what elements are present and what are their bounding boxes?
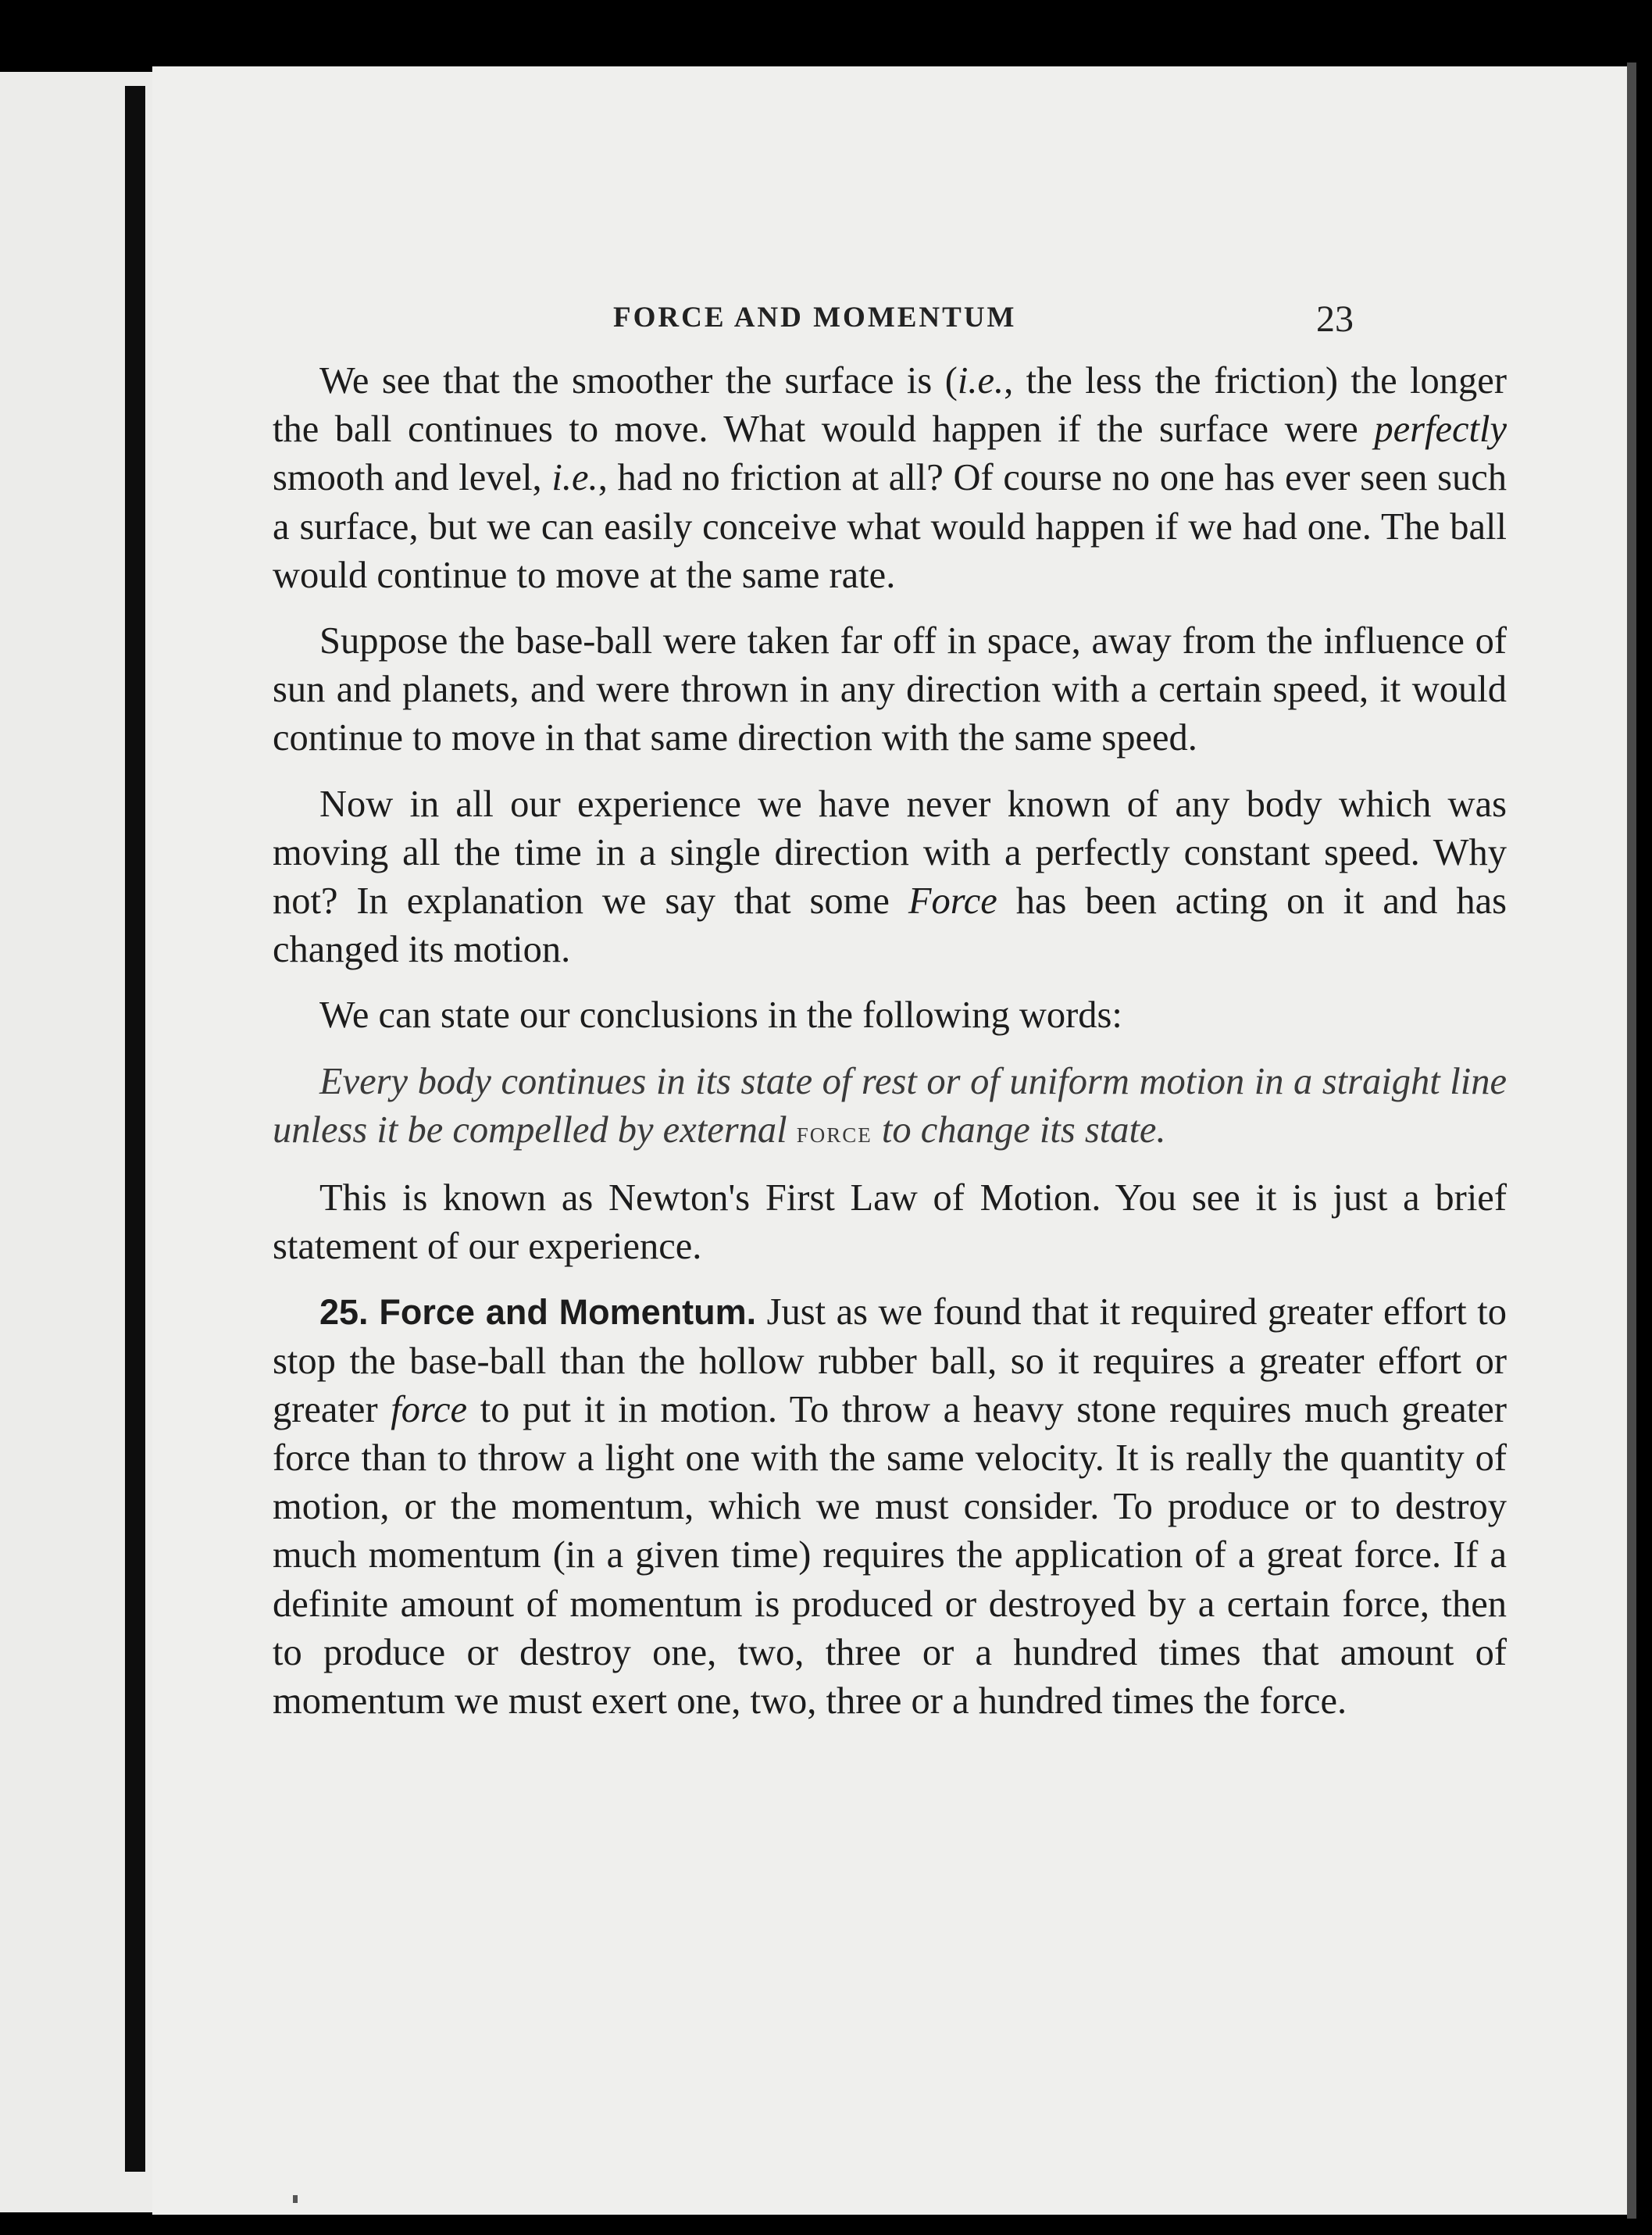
paragraph-base-ball-space: Suppose the base-ball were taken far off in space, away from the influence of sun and planets, and were thrown in any direction with a certain speed, it would continue to move in that same direction with the same speed. xyxy=(273,620,1507,759)
italic-ie: i.e. xyxy=(957,360,1004,402)
newton-first-law xyxy=(273,1058,1507,1157)
paragraph-force-momentum xyxy=(273,1288,1507,1726)
binding-shadow xyxy=(125,86,145,2172)
text-run: has been acting on it and has changed its motion. xyxy=(273,880,1507,971)
section-heading: 25. Force and Momentum. xyxy=(319,1292,757,1333)
italic-perfectly: perfectly xyxy=(1374,409,1507,451)
paragraph-smooth-surface xyxy=(273,357,1507,600)
book-page xyxy=(152,66,1627,2215)
paragraph-experience xyxy=(273,780,1507,975)
text-run: We see that the smoother the surface is ( xyxy=(319,360,958,402)
text-run: , the less the friction) the longer the ball continues to move. What would happen if the surface were xyxy=(273,360,1507,451)
scan-mark xyxy=(293,2195,298,2203)
italic-force: Force xyxy=(908,880,997,923)
paragraph-conclusions: We can state our conclusions in the following words: xyxy=(319,994,1122,1037)
text-run: Now in all our experience we have never known of any body which was moving all the time in a single direction with a perfectly constant speed. Why not? In explanation we say that some xyxy=(273,783,1507,923)
text-run: Every body continues in its state of rest or of uniform motion in a straight line unless it be compelled by external xyxy=(273,1060,1507,1151)
text-run: smooth and level, xyxy=(273,457,552,499)
italic-force: force xyxy=(391,1388,468,1430)
text-run: Just as we found that it required greater effort to stop the base-ball than the hollow rubber ball, so it requires a greater effort or greater xyxy=(273,1291,1507,1430)
page-number: 23 xyxy=(1316,298,1354,340)
small-caps-force: force xyxy=(796,1116,872,1149)
right-page-edge xyxy=(1627,62,1636,2219)
text-run: , had no friction at all? Of course no one has ever seen such a surface, but we can easily conceive what would happen if we had one. The ball would continue to move at the same rate. xyxy=(273,457,1507,596)
text-run: to change its state. xyxy=(872,1109,1166,1151)
text-run: to put it in motion. To throw a heavy stone requires much greater force than to throw a light one with the same velocity. It is really the quantity of motion, or the momentum, which we must consider. To produce or to destroy much momentum (in a given time) requires the application of a great force. If a definite amount of momentum is produced or destroyed by a certain force, then to produce or destroy one, two, three or a hundred times that amount of momentum we must exert one, two, three or a hundred times the force. xyxy=(273,1388,1507,1723)
running-head-title: FORCE AND MOMENTUM xyxy=(613,302,1017,334)
running-head xyxy=(152,298,1627,348)
paragraph-newton-law: This is known as Newton's First Law of Motion. You see it is just a brief statement of our experience. xyxy=(273,1177,1507,1268)
italic-ie: i.e. xyxy=(551,457,598,499)
body-text xyxy=(273,357,1507,1743)
